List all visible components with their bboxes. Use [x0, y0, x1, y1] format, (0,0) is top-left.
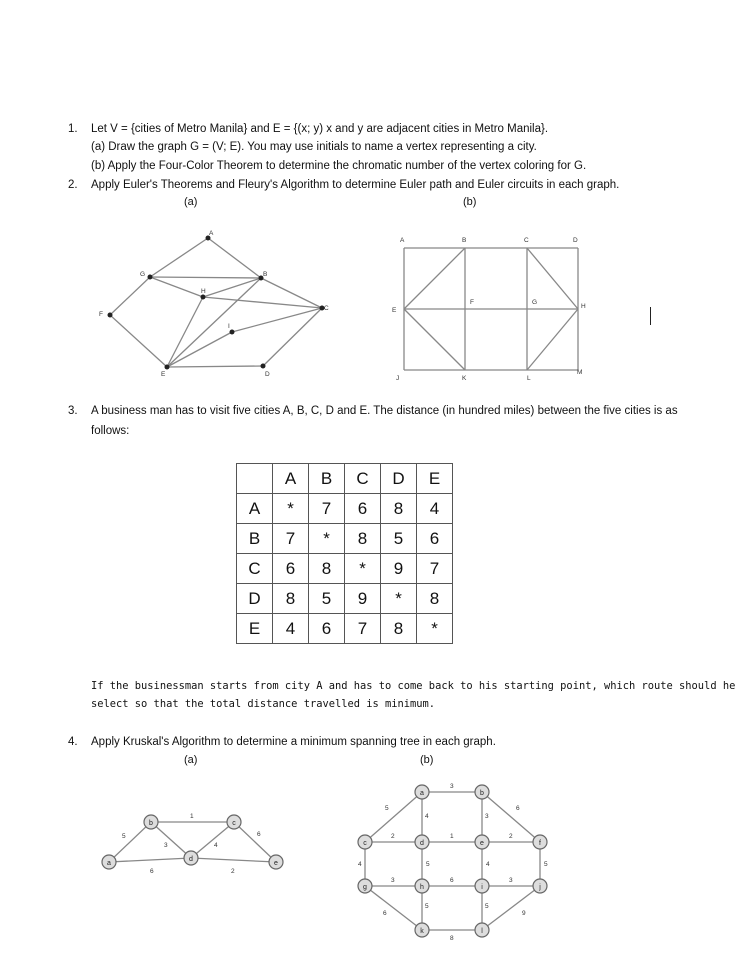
label-H: H — [581, 303, 586, 310]
table-row — [237, 584, 453, 614]
table-cell: 4 — [417, 494, 453, 524]
svg-text:4: 4 — [425, 813, 429, 820]
table-cell: 7 — [309, 494, 345, 524]
table-cell: 7 — [417, 554, 453, 584]
table-cell: A — [273, 464, 309, 494]
svg-text:e: e — [274, 860, 278, 867]
table-cell: * — [273, 494, 309, 524]
svg-text:3: 3 — [509, 877, 513, 884]
svg-text:4: 4 — [358, 861, 362, 868]
distance-table — [236, 463, 453, 644]
svg-text:2: 2 — [231, 868, 235, 875]
svg-text:5: 5 — [485, 903, 489, 910]
label-D: D — [573, 237, 578, 244]
table-cell: 8 — [417, 584, 453, 614]
graph-2b — [385, 230, 595, 385]
svg-text:j: j — [539, 884, 541, 891]
svg-text:1: 1 — [190, 813, 194, 820]
svg-text:k: k — [420, 928, 424, 935]
label-D: D — [265, 371, 270, 378]
q3-text-line1: A business man has to visit five cities A, B, C, D and E. The distance (in hundred miles) between the five cities is as — [91, 405, 678, 417]
table-cell: 5 — [381, 524, 417, 554]
label-E: E — [161, 371, 166, 378]
q3-followup-line2: select so that the total distance travelled is minimum. — [91, 698, 436, 710]
table-cell: D — [381, 464, 417, 494]
svg-text:l: l — [481, 928, 483, 935]
table-cell: 8 — [273, 584, 309, 614]
svg-text:6: 6 — [450, 877, 454, 884]
svg-text:5: 5 — [385, 805, 389, 812]
svg-text:5: 5 — [544, 861, 548, 868]
label-M: M — [577, 369, 583, 376]
q3-followup-line1: If the businessman starts from city A and has to come back to his starting point, which route should he — [91, 680, 736, 692]
table-cell: 5 — [309, 584, 345, 614]
svg-text:4: 4 — [486, 861, 490, 868]
svg-text:c: c — [232, 820, 236, 827]
table-cell: 9 — [345, 584, 381, 614]
svg-text:h: h — [420, 884, 424, 891]
svg-text:8: 8 — [450, 935, 454, 942]
table-cell: 7 — [273, 524, 309, 554]
q4-label-a: (a) — [184, 754, 198, 766]
q3-text-line2: follows: — [91, 425, 130, 437]
table-cell: A — [237, 494, 273, 524]
svg-text:5: 5 — [426, 861, 430, 868]
table-cell: B — [237, 524, 273, 554]
label-B: B — [263, 271, 268, 278]
table-cell: 8 — [309, 554, 345, 584]
svg-text:5: 5 — [122, 833, 126, 840]
table-cell: D — [237, 584, 273, 614]
svg-text:g: g — [363, 884, 367, 891]
svg-text:6: 6 — [383, 910, 387, 917]
svg-text:d: d — [420, 840, 424, 847]
table-row — [237, 614, 453, 644]
vertex-F — [108, 313, 113, 318]
graph-4b — [345, 780, 560, 945]
svg-text:6: 6 — [150, 868, 154, 875]
vertex-E — [165, 365, 170, 370]
q2-number: 2. — [68, 179, 78, 191]
table-cell: 6 — [273, 554, 309, 584]
svg-text:3: 3 — [450, 783, 454, 790]
svg-text:6: 6 — [516, 805, 520, 812]
svg-text:e: e — [480, 840, 484, 847]
label-F: F — [99, 311, 103, 318]
table-cell: 4 — [273, 614, 309, 644]
svg-text:a: a — [420, 790, 424, 797]
q1-part-b: (b) Apply the Four-Color Theorem to determine the chromatic number of the vertex coloring for G. — [91, 160, 587, 172]
q4-number: 4. — [68, 736, 78, 748]
svg-text:4: 4 — [214, 842, 218, 849]
svg-text:5: 5 — [425, 903, 429, 910]
svg-text:b: b — [149, 820, 153, 827]
vertex-D — [261, 364, 266, 369]
table-cell: C — [345, 464, 381, 494]
q2-text: Apply Euler's Theorems and Fleury's Algorithm to determine Euler path and Euler circuits in each graph. — [91, 179, 620, 191]
label-G: G — [140, 271, 146, 278]
label-G: G — [532, 299, 538, 306]
vertex-G — [148, 275, 153, 280]
q1-part-a: (a) Draw the graph G = (V; E). You may use initials to name a vertex representing a city. — [91, 141, 537, 153]
table-cell: 8 — [381, 494, 417, 524]
table-cell: * — [309, 524, 345, 554]
label-B: B — [462, 237, 467, 244]
label-J: J — [396, 375, 400, 382]
svg-text:6: 6 — [257, 831, 261, 838]
q2-label-b: (b) — [463, 196, 477, 208]
q2-label-a: (a) — [184, 196, 198, 208]
q4-label-b: (b) — [420, 754, 434, 766]
q3-number: 3. — [68, 405, 78, 417]
label-C: C — [524, 237, 529, 244]
svg-text:a: a — [107, 860, 111, 867]
table-cell: 9 — [381, 554, 417, 584]
text-cursor-icon — [650, 307, 651, 325]
table-cell: E — [417, 464, 453, 494]
table-cell: 8 — [381, 614, 417, 644]
table-cell: 8 — [345, 524, 381, 554]
vertex-H — [201, 295, 206, 300]
svg-text:b: b — [480, 790, 484, 797]
svg-text:2: 2 — [509, 833, 513, 840]
label-I: I — [228, 323, 230, 330]
label-A: A — [209, 230, 214, 237]
table-cell: E — [237, 614, 273, 644]
svg-text:c: c — [363, 840, 367, 847]
svg-text:i: i — [481, 884, 483, 891]
table-cell: * — [345, 554, 381, 584]
svg-text:d: d — [189, 856, 193, 863]
label-E: E — [392, 307, 397, 314]
vertex-I — [230, 330, 235, 335]
table-cell: C — [237, 554, 273, 584]
table-cell: 7 — [345, 614, 381, 644]
q1-text: Let V = {cities of Metro Manila} and E = {(x; y) x and y are adjacent cities in Metro Manila}. — [91, 123, 549, 135]
table-cell: 6 — [417, 524, 453, 554]
table-cell: * — [381, 584, 417, 614]
svg-text:3: 3 — [391, 877, 395, 884]
label-L: L — [527, 375, 531, 382]
label-H: H — [201, 288, 206, 295]
table-row — [237, 524, 453, 554]
svg-text:3: 3 — [485, 813, 489, 820]
svg-text:9: 9 — [522, 910, 526, 917]
table-row — [237, 554, 453, 584]
table-cell: B — [309, 464, 345, 494]
table-cell — [237, 464, 273, 494]
svg-text:3: 3 — [164, 842, 168, 849]
svg-text:2: 2 — [391, 833, 395, 840]
table-header-row — [237, 464, 453, 494]
q1-number: 1. — [68, 123, 78, 135]
label-C: C — [324, 305, 329, 312]
svg-text:1: 1 — [450, 833, 454, 840]
graph-4a — [98, 805, 288, 880]
table-cell: 6 — [309, 614, 345, 644]
table-cell: * — [417, 614, 453, 644]
table-row — [237, 494, 453, 524]
svg-text:f: f — [539, 840, 541, 847]
graph-2a — [95, 225, 335, 385]
label-A: A — [400, 237, 405, 244]
label-F: F — [470, 299, 474, 306]
table-cell: 6 — [345, 494, 381, 524]
label-K: K — [462, 375, 467, 382]
q4-text: Apply Kruskal's Algorithm to determine a minimum spanning tree in each graph. — [91, 736, 496, 748]
